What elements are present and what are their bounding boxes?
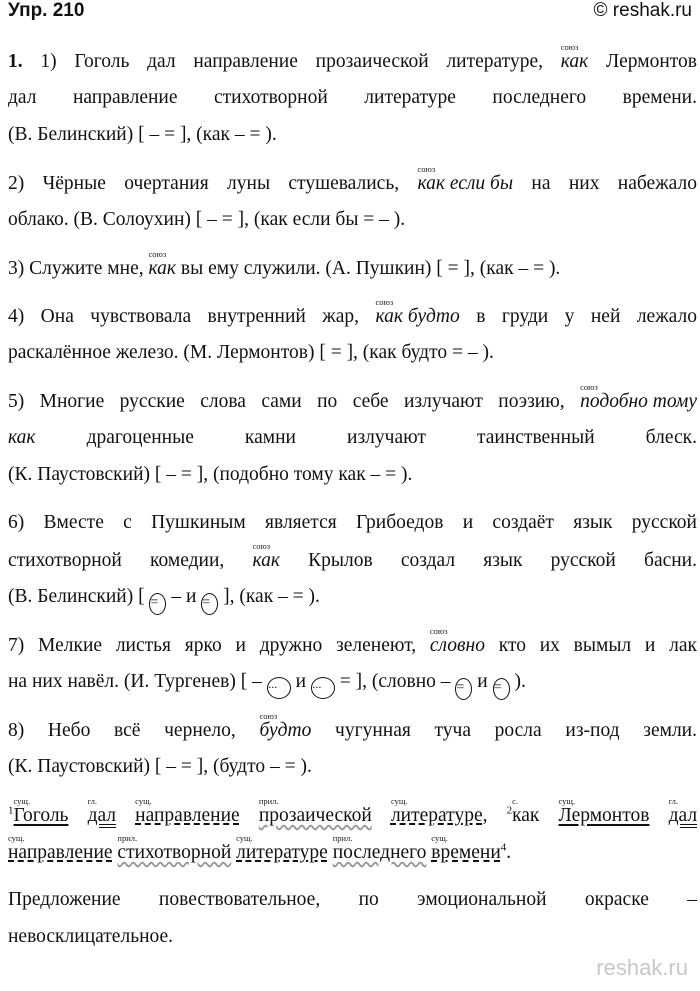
text-run: 3) Служите мне, [8,258,149,279]
word-annotation: союз [375,297,394,307]
word-text [149,259,177,278]
word-text-run: направление [8,842,113,863]
text-line [8,578,697,615]
text-run: на них навёл. (И. Тургенев) [ – [8,671,267,692]
word-text-run: дал [87,805,117,826]
text-line [8,116,697,153]
word-text [431,843,500,862]
text-run: 5) Многие русские слова сами по себе излучают поэзию, [8,391,581,412]
circled-predicate-icon: = [455,678,472,700]
text-run [68,805,87,826]
word-text [236,843,328,862]
text-run: – и [166,586,202,607]
text-line [8,504,697,541]
word: 1. [8,51,23,72]
text-line [8,626,697,663]
watermark: reshak.ru [596,955,688,980]
text-run: (К. Паустовский) [ – = ], (подобно тому как – = ). [8,464,413,485]
paragraph-gap [8,153,697,164]
text-line [8,663,697,700]
paragraph [8,382,697,493]
word-annotation: гл. [668,796,678,806]
word-text [430,636,485,655]
word-text [8,843,113,862]
text-run: чугунная туча росла из-под земли. [311,720,697,741]
text-run: 1) Гоголь дал направление прозаической литературе, [22,51,561,72]
word-annotation: союз [580,382,598,392]
text-run: раскалённое железо. (М. Лермонтов) [ = ], (как будто = – ). [8,342,494,363]
circled-subject-icon: ··· [311,677,335,699]
annotated-word [259,796,372,825]
text-line [8,42,697,79]
text-run: 7) Мелкие листья ярко и дружно зеленеют, [8,635,430,656]
source-label: © reshak.ru [593,0,692,21]
text-run: ], (как – = ). [218,586,320,607]
word-annotation: союз [429,626,448,636]
text-line [8,164,697,201]
word-text-run: Лермонтов [558,805,650,826]
exercise-text [8,42,697,955]
text-line [8,833,697,870]
paragraph-gap [8,700,697,711]
paragraph-gap [8,238,697,249]
word-text-run: как будто [375,306,460,327]
word-annotation: сущ. [558,796,576,806]
word-text [117,843,231,862]
word-text-run: литературе [390,805,483,826]
word-annotation: сущ. [431,833,448,843]
word-text-run: как [560,51,589,72]
text-line [8,382,697,419]
paragraph-gap [8,493,697,504]
paragraph [8,796,697,870]
text-run: . [506,842,512,863]
word-text [391,806,483,825]
word-text-run: подобно тому [580,391,697,412]
text-run: (К. Паустовский) [ – = ], (будто – = ). [8,756,312,777]
circled-predicate-icon: = [493,678,510,700]
annotated-word [559,796,650,825]
annotated-word [117,833,231,862]
circled-subject-icon: ··· [267,677,291,699]
paragraph [8,626,697,700]
word-text [580,392,697,411]
text-run: Лермонтов [588,51,697,72]
text-run: драгоценные камни излучают таинственный блеск. [35,427,697,448]
text-run: кто их вымыл и лак [484,635,697,656]
paragraph-gap [8,785,697,796]
text-run: (В. Белинский) [ [8,586,150,607]
text-run: стихотворной комедии, [8,550,253,571]
text-run: облако. (В. Солоухин) [ – = ], (как если бы = – ). [8,209,406,230]
paragraph [8,881,697,955]
text-line [8,918,697,955]
page-header [8,0,692,26]
paragraph-gap [8,615,697,626]
text-run: ). [509,671,526,692]
word-text-run: как [512,805,540,826]
text-line [8,249,697,286]
word-annotation: гл. [87,796,97,806]
word-text-run: будто [259,720,312,741]
word: как [8,427,36,448]
annotated-word [580,382,697,411]
word-annotation: союз [259,711,278,721]
text-run: и [290,671,311,692]
superscript-index: 2 [506,804,513,817]
word-annotation: прил. [258,796,279,806]
paragraph [8,42,697,153]
annotated-word [252,541,280,570]
word-text-run: прозаической [258,805,372,826]
paragraph [8,711,697,785]
text-run: (В. Белинский) [ – = ], (как – = ). [8,124,277,145]
word-annotation: союз [252,541,271,551]
word-text-run: направление [135,805,240,826]
text-line [8,748,697,785]
word-annotation: союз [560,42,579,52]
word-text-run: времени [431,842,501,863]
word-text-run: словно [429,635,485,656]
word-text [559,806,650,825]
word-text [88,806,116,825]
text-line [8,297,697,334]
annotated-word [512,796,539,825]
annotated-word [430,626,485,655]
text-run: Предложение повествовательное, по эмоциональной окраске – [8,889,697,910]
annotated-word [431,833,500,862]
annotated-word [8,833,113,862]
text-line [8,541,697,578]
word-text-run: как [252,550,280,571]
word-annotation: союз [148,249,167,259]
text-run: , [482,805,507,826]
word-annotation: сущ. [390,796,408,806]
word-annotation: сущ. [13,796,31,806]
text-line [8,711,697,748]
word-annotation: с. [512,796,518,806]
text-run: 8) Небо всё чернело, [8,720,260,741]
text-run [372,805,391,826]
word-annotation: союз [417,164,436,174]
word-text-run: последнего [332,842,427,863]
paragraph [8,297,697,371]
word-text-run: как если бы [417,173,514,194]
word-text [333,843,427,862]
text-run [240,805,259,826]
text-line [8,456,697,493]
paragraph [8,164,697,238]
circled-predicate-icon: = [149,593,166,615]
text-line [8,334,697,371]
text-run: дал направление стихотворной литературе последнего времени. [8,87,697,108]
word-annotation: сущ. [236,833,253,843]
text-run: вы ему служили. (А. Пушкин) [ = ], (как – = ). [176,258,561,279]
superscript-index: 4 [500,841,507,854]
text-run: в груди у ней лежало [459,306,697,327]
word-text [135,806,240,825]
superscript-index: 1 [8,804,14,817]
word-text [669,806,697,825]
annotated-word [14,796,69,825]
annotated-word [149,249,177,278]
text-run: 2) Чёрные очертания луны стушевались, [8,173,418,194]
word-text-run: Гоголь [13,805,69,826]
word-annotation: сущ. [135,796,152,806]
annotated-word [417,164,513,193]
text-run [116,805,135,826]
text-run: 6) Вместе с Пушкиным является Грибоедов и создаёт язык русской [8,512,697,533]
word-text-run: стихотворной [117,842,232,863]
word-text [14,806,69,825]
word-text-run: как [148,258,177,279]
word-annotation: прил. [332,833,353,843]
text-line [8,419,697,456]
text-run: невосклицательное. [8,926,174,947]
circled-predicate-icon: = [201,593,218,615]
text-line [8,881,697,918]
word-text [259,806,372,825]
paragraph-gap [8,870,697,881]
paragraph [8,249,697,286]
paragraph-gap [8,371,697,382]
word-annotation: прил. [117,833,138,843]
text-run: Крылов создал язык русской басни. [279,550,697,571]
paragraph-gap [8,286,697,297]
annotated-word [376,297,460,326]
annotated-word [88,796,116,825]
word-text [252,551,280,570]
word-text [259,721,311,740]
text-run: = ], (словно – [334,671,456,692]
annotated-word [135,796,240,825]
paragraph [8,504,697,615]
word-text [561,52,589,71]
text-line [8,79,697,116]
text-line [8,796,697,833]
word-text-run: дал [668,805,698,826]
word-text [417,174,513,193]
word-annotation: сущ. [8,833,25,843]
exercise-title: Упр. 210 [8,0,85,21]
text-run: на них набежало [513,173,697,194]
text-run: и [472,671,493,692]
text-run [649,805,668,826]
annotated-word [333,833,427,862]
text-line [8,201,697,238]
annotated-word [236,833,328,862]
annotated-word [561,42,589,71]
annotated-word [391,796,483,825]
text-run [539,805,558,826]
word-text-run: литературе [236,842,328,863]
annotated-word [259,711,311,740]
text-run: 4) Она чувствовала внутренний жар, [8,306,376,327]
word-text [376,307,460,326]
annotated-word [669,796,697,825]
word-text [512,806,539,825]
